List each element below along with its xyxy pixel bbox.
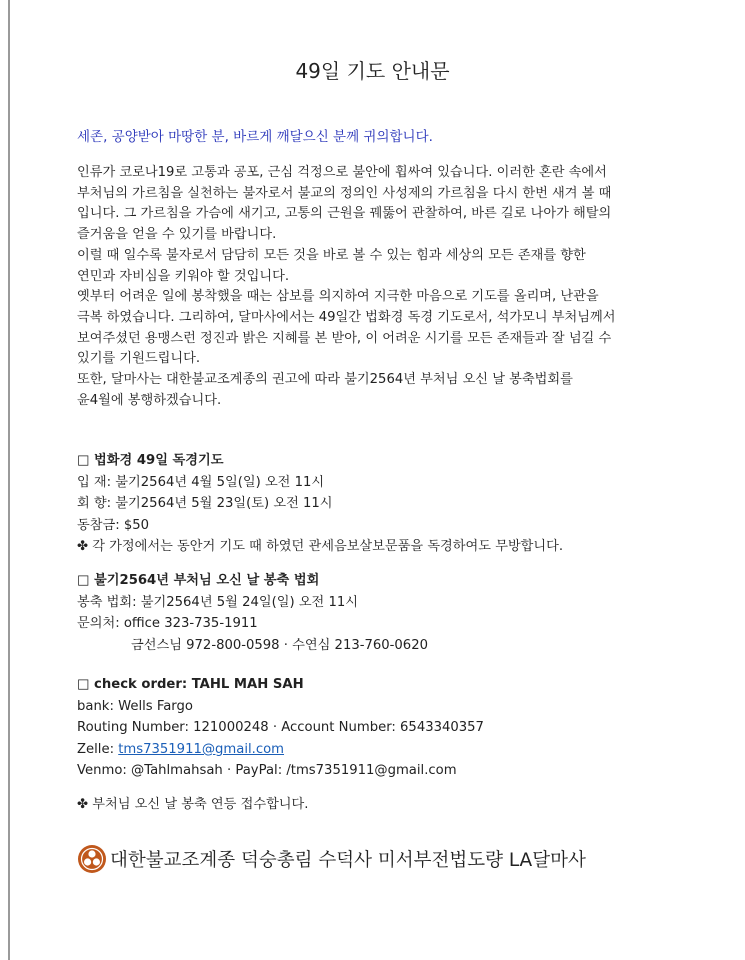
ceremony-date: 봉축 법회: 불기2564년 5월 24일(일) 오전 11시 [77, 594, 359, 610]
temple-name: 대한불교조계종 덕숭총림 수덕사 미서부전법도량 LA달마사 [110, 850, 586, 871]
intro-line: 있기를 기원드립니다. [77, 351, 201, 367]
page-title: 49일 기도 안내문 [295, 59, 450, 83]
section-heading: □ 법화경 49일 독경기도 [77, 453, 224, 468]
bank-name: bank: Wells Fargo [77, 698, 193, 714]
buddha-birthday-section [77, 570, 717, 656]
intro-line: 또한, 달마사는 대한불교조계종의 권고에 따라 불기2564년 부처님 오신 날 봉축법회를 [77, 372, 573, 388]
home-practice-note: ✤ 각 가정에서는 동안거 기도 때 하였던 관세음보살보문품을 독경하여도 무방합니다. [77, 539, 564, 555]
payment-section [77, 674, 717, 782]
closing-date: 회 향: 불기2564년 5월 23일(토) 오전 11시 [77, 496, 333, 512]
venmo-paypal-line: Venmo: @Tahlmahsah · PayPal: /tms7351911@gmail.com [77, 763, 457, 779]
dharma-wheel-logo-icon [77, 844, 107, 874]
section-heading: □ 불기2564년 부처님 오신 날 봉축 법회 [77, 573, 320, 588]
intro-line: 극복 하였습니다. 그리하여, 달마사에서는 49일간 법화경 독경 기도로서, 석가모니 부처님께서 [77, 309, 616, 325]
intro-line: 이럴 때 일수록 불자로서 담담히 모든 것을 바로 볼 수 있는 힘과 세상의 모든 존재를 향한 [77, 247, 586, 263]
intro-line: 즐거움을 얻을 수 있기를 바랍니다. [77, 227, 277, 243]
intro-paragraph [77, 163, 697, 411]
zelle-email-link[interactable]: tms7351911@gmail.com [118, 741, 285, 757]
intro-line: 윤4월에 봉행하겠습니다. [77, 392, 222, 408]
opening-date: 입 재: 불기2564년 4월 5일(일) 오전 11시 [77, 474, 325, 490]
zelle-label: Zelle: [77, 741, 119, 757]
lantern-note: ✤ 부처님 오신 날 봉축 연등 접수합니다. [77, 797, 309, 812]
section-heading: □ check order: TAHL MAH SAH [77, 677, 304, 692]
temple-footer [77, 843, 586, 875]
intro-line: 옛부터 어려운 일에 봉착했을 때는 삼보를 의지하여 지극한 마음으로 기도를 올리며, 난관을 [77, 289, 599, 305]
donation-amount: 동참금: $50 [77, 517, 150, 533]
contact-persons: 금선스님 972-800-0598 · 수연심 213-760-0620 [131, 637, 428, 653]
intro-line: 부처님의 가르침을 실천하는 불자로서 불교의 정의인 사성제의 가르침을 다시 한번 새겨 볼 때 [77, 185, 612, 201]
prayer-section [77, 450, 717, 558]
intro-line: 연민과 자비심을 키워야 할 것입니다. [77, 268, 290, 284]
intro-line: 보여주셨던 용맹스런 정진과 밝은 지혜를 본 받아, 이 어려운 시기를 모든 존재들과 잘 넘길 수 [77, 330, 612, 346]
intro-line: 인류가 코로나19로 고통과 공포, 근심 걱정으로 불안에 휩싸여 있습니다. 이러한 혼란 속에서 [77, 165, 607, 180]
contact-office: 문의처: office 323-735-1911 [77, 616, 258, 632]
zelle-line [77, 739, 717, 761]
routing-account: Routing Number: 121000248 · Account Number: 6543340357 [77, 720, 484, 736]
lantern-note-block [77, 794, 717, 816]
salutation-line: 세존, 공양받아 마땅한 분, 바르게 깨달으신 분께 귀의합니다. [77, 129, 433, 145]
intro-line: 입니다. 그 가르침을 가슴에 새기고, 고통의 근원을 꿰뚫어 관찰하여, 바른 길로 나아가 해탈의 [77, 206, 612, 222]
